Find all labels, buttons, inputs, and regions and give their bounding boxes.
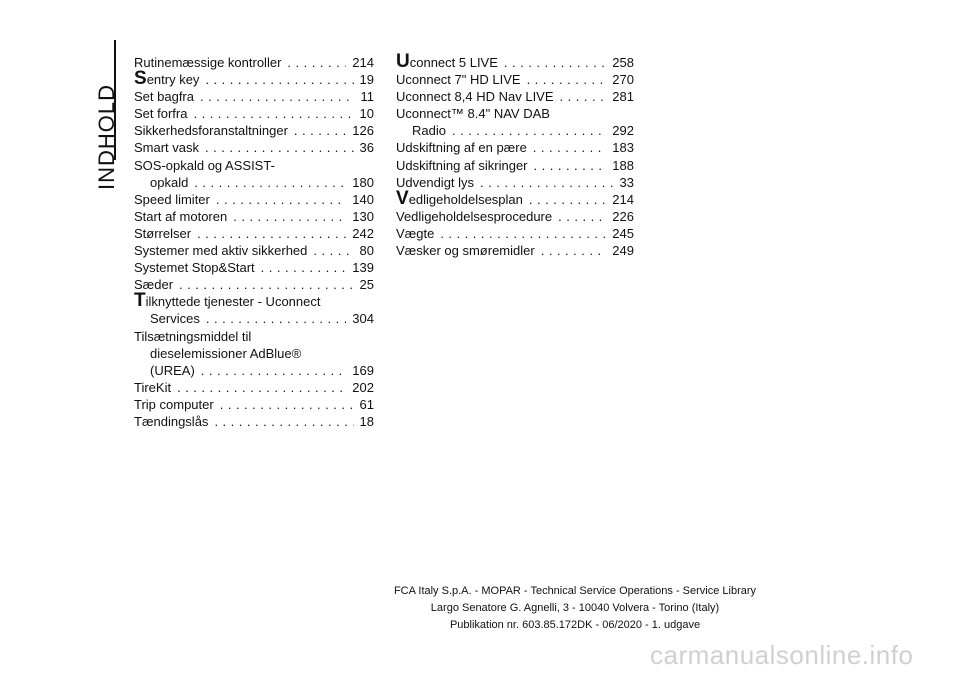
index-entry-title: Smart vask (134, 140, 200, 156)
dot-leader (194, 174, 346, 191)
page-number: 249 (612, 243, 634, 259)
section-tab-label: INDHOLD (94, 83, 119, 190)
index-entry-title: opkald (150, 174, 189, 190)
index-entry-title: Uconnect 8,4 HD Nav LIVE (396, 89, 554, 105)
footer-line-publication: Publikation nr. 603.85.172DK - 06/2020 - 1. udgave (449, 619, 701, 631)
index-entry-title: Systemer med aktiv sikkerhed (134, 243, 308, 259)
index-entry[interactable] (396, 122, 634, 139)
section-initial: S (134, 68, 147, 90)
index-entry[interactable] (396, 242, 634, 259)
page-number: 292 (612, 123, 634, 139)
index-entry[interactable] (396, 139, 634, 156)
page-number: 281 (612, 89, 634, 105)
index-entry-title: Udvendigt lys (396, 174, 475, 190)
dot-leader (560, 88, 607, 105)
index-entry[interactable] (396, 208, 634, 225)
index-entry-title: Vedligeholdelsesplan (396, 187, 523, 209)
index-entry[interactable] (134, 396, 374, 413)
index-entry[interactable] (134, 362, 374, 379)
index-entry[interactable] (396, 157, 634, 174)
index-entry-title: TireKit (134, 379, 172, 395)
index-entry[interactable] (396, 174, 634, 191)
page-number: 202 (352, 379, 374, 395)
index-entry[interactable] (134, 54, 374, 71)
page-number: 214 (352, 55, 374, 70)
publication-footer (230, 583, 920, 634)
index-entry-title: Uconnect 7" HD LIVE (396, 72, 521, 88)
index-entry-title: Radio (412, 123, 446, 139)
footer-line-address: Largo Senatore G. Agnelli, 3 - 10040 Volvera - Torino (Italy) (430, 602, 720, 614)
index-entry-title: Tændingslås (134, 413, 209, 429)
dot-leader (440, 225, 606, 242)
index-entry[interactable] (134, 413, 374, 430)
index-entry[interactable] (134, 379, 374, 396)
dot-leader (527, 71, 607, 88)
index-entry-title: Start af motoren (134, 208, 228, 224)
dot-leader (287, 54, 346, 71)
page-number: 258 (612, 55, 634, 70)
index-column-left (134, 54, 374, 430)
dot-leader (193, 105, 353, 122)
index-entry-title: Væsker og smøremidler (396, 243, 535, 259)
footer-line-publisher: FCA Italy S.p.A. - MOPAR - Technical Service Operations - Service Library (393, 585, 757, 597)
index-entry[interactable] (134, 242, 374, 259)
page-number: 33 (619, 174, 634, 190)
index-entry-title: Vægte (396, 225, 435, 241)
page-number: 169 (352, 362, 374, 378)
page-number: 140 (352, 191, 374, 207)
index-entry[interactable] (396, 51, 634, 72)
page-number: 139 (352, 260, 374, 276)
page-number: 214 (612, 191, 634, 207)
index-entry-title: Størrelser (134, 225, 192, 241)
dot-leader (205, 139, 354, 156)
dot-leader (220, 396, 354, 413)
index-entry[interactable] (134, 139, 374, 156)
dot-leader (504, 54, 606, 71)
index-entry[interactable] (134, 208, 374, 225)
page-number: 183 (612, 140, 634, 156)
index-entry-title: Vedligeholdelsesprocedure (396, 208, 553, 224)
index-entry-line[interactable]: SOS-opkald og ASSIST- (134, 157, 275, 173)
dot-leader (558, 208, 606, 225)
page-number: 242 (352, 225, 374, 241)
dot-leader (534, 157, 607, 174)
dot-leader (200, 88, 355, 105)
dot-leader (480, 174, 613, 191)
index-entry-line[interactable]: Tilknyttede tjenester - Uconnect (134, 290, 321, 312)
index-entry[interactable] (396, 225, 634, 242)
dot-leader (452, 122, 606, 139)
dot-leader (201, 362, 347, 379)
index-entry-title: Sentry key (134, 68, 200, 90)
index-entry[interactable] (134, 276, 374, 293)
index-entry-title: Set bagfra (134, 89, 194, 105)
dot-leader (541, 242, 607, 259)
index-entry-title: Rutinemæssige kontroller (134, 55, 282, 70)
page-number: 61 (359, 396, 374, 412)
section-tab (78, 40, 119, 190)
page-number: 25 (359, 277, 374, 293)
index-entry[interactable] (134, 191, 374, 208)
index-entry[interactable] (396, 187, 634, 209)
page-number: 270 (612, 72, 634, 88)
watermark: carmanualsonline.info (650, 640, 914, 670)
dot-leader (533, 139, 607, 156)
index-entry-line[interactable]: Tilsætningsmiddel til (134, 328, 252, 344)
dot-leader (294, 122, 346, 139)
section-initial: V (396, 187, 409, 209)
page-number: 80 (359, 243, 374, 259)
index-entry-title: Services (150, 311, 200, 327)
index-entry-title: Udskiftning af en pære (396, 140, 527, 156)
index-entry[interactable] (134, 88, 374, 105)
page-number: 10 (359, 106, 374, 122)
page-number: 304 (352, 311, 374, 327)
dot-leader (197, 225, 346, 242)
index-entry-title: Set forfra (134, 106, 188, 122)
dot-leader (179, 276, 354, 293)
index-entry-title: Sæder (134, 277, 174, 293)
index-entry[interactable] (134, 310, 374, 327)
index-entry[interactable] (396, 88, 634, 105)
index-entry-title: Trip computer (134, 396, 214, 412)
index-entry-title: Sikkerhedsforanstaltninger (134, 123, 288, 139)
dot-leader (214, 413, 353, 430)
dot-leader (233, 208, 346, 225)
page-number: 18 (359, 413, 374, 429)
dot-leader (529, 191, 606, 208)
section-initial: T (134, 290, 146, 312)
index-entry[interactable] (134, 225, 374, 242)
dot-leader (177, 379, 346, 396)
page-number: 245 (612, 225, 634, 241)
dot-leader (205, 71, 353, 88)
index-entry-line[interactable]: Uconnect™ 8.4" NAV DAB (396, 106, 550, 122)
index-entry-title: Speed limiter (134, 191, 210, 207)
index-entry-title: Udskiftning af sikringer (396, 157, 528, 173)
index-column-right (396, 51, 634, 259)
page-number: 19 (359, 72, 374, 88)
page-number: 180 (352, 174, 374, 190)
index-entry[interactable] (134, 122, 374, 139)
section-initial: U (396, 51, 410, 72)
dot-leader (216, 191, 346, 208)
index-entry[interactable] (396, 71, 634, 88)
index-entry-title: (UREA) (150, 362, 195, 378)
dot-leader (261, 259, 347, 276)
index-entry-title: Uconnect 5 LIVE (396, 51, 498, 72)
dot-leader (313, 242, 353, 259)
page-number: 130 (352, 208, 374, 224)
page-number: 188 (612, 157, 634, 173)
index-entry-title: Systemet Stop&Start (134, 260, 255, 276)
index-entry[interactable] (134, 174, 374, 191)
dot-leader (206, 310, 346, 327)
index-entry[interactable] (134, 259, 374, 276)
page-number: 226 (612, 208, 634, 224)
page-number: 126 (352, 123, 374, 139)
index-entry-line[interactable]: dieselemissioner AdBlue® (150, 345, 302, 361)
page-number: 11 (360, 89, 374, 105)
index-entry[interactable] (134, 68, 374, 90)
index-entry[interactable] (134, 105, 374, 122)
page-number: 36 (359, 140, 374, 156)
